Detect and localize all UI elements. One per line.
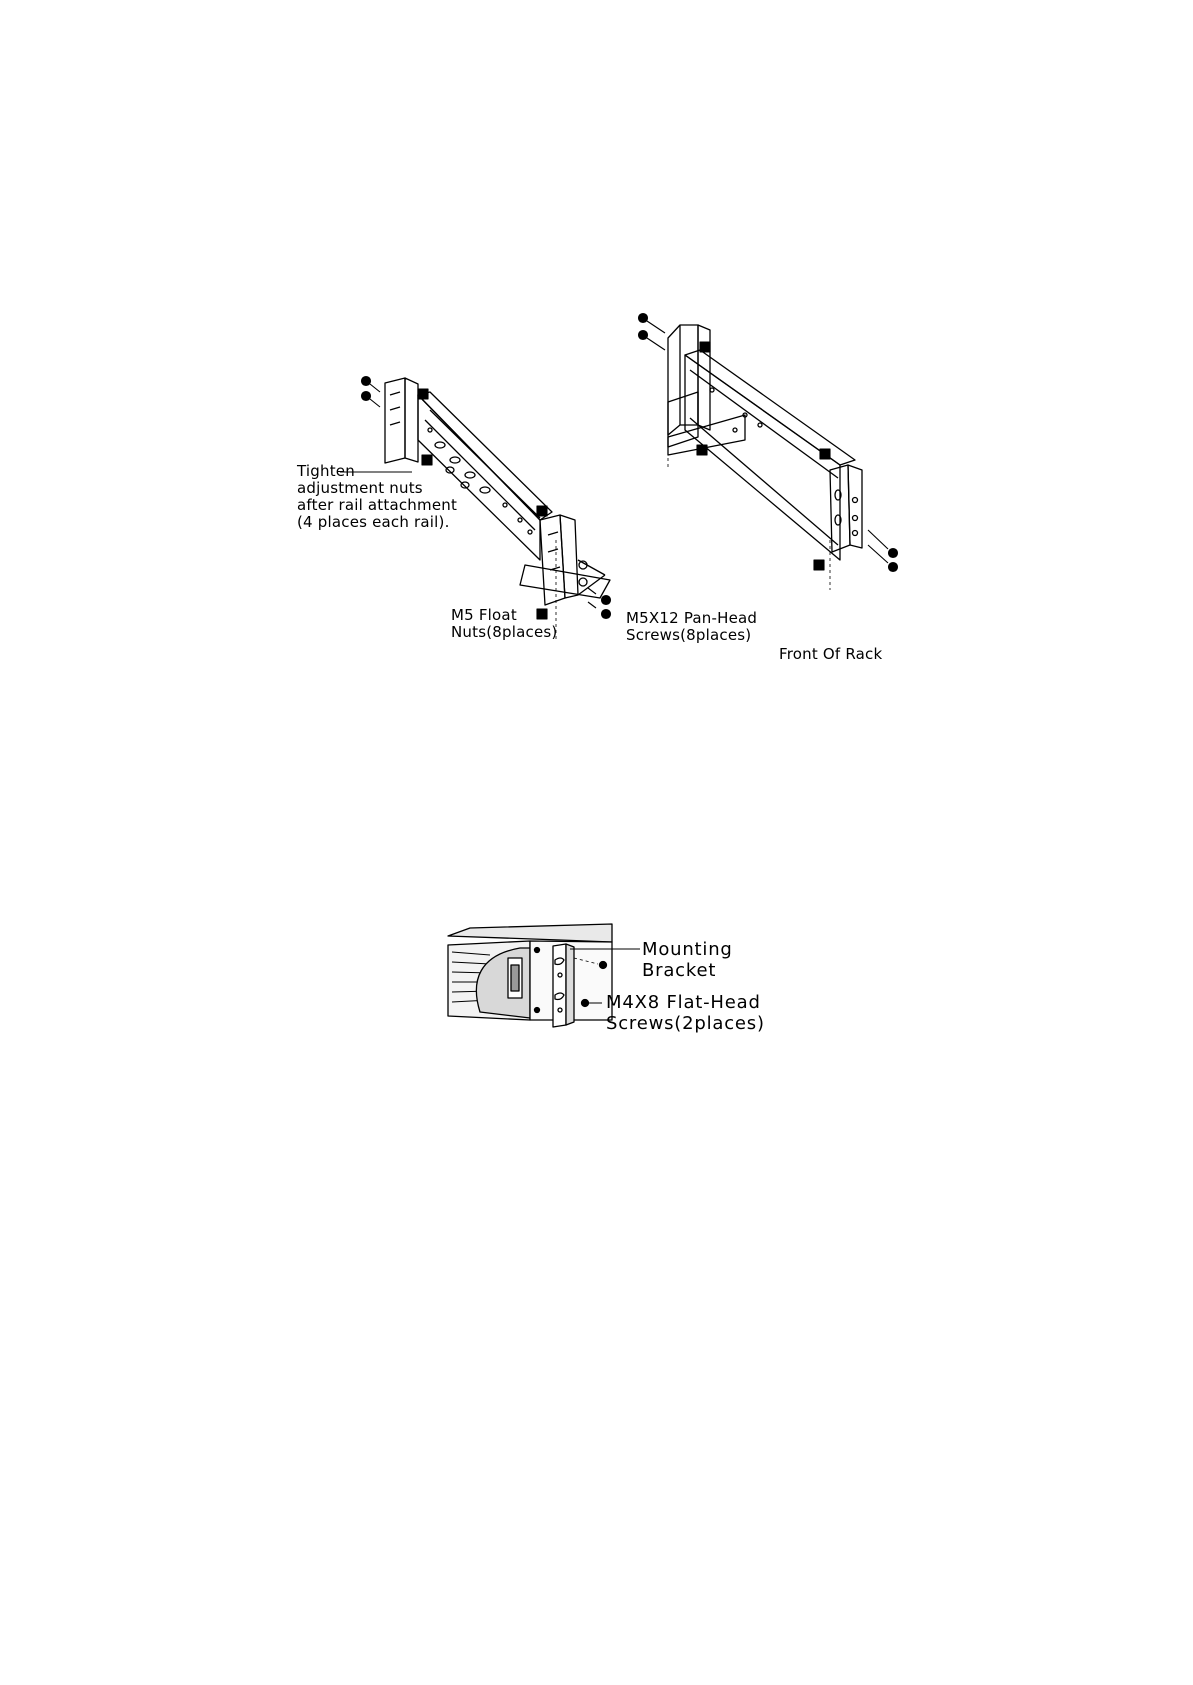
flat-head-screw-icon <box>600 962 607 969</box>
nut-icon <box>814 560 824 570</box>
label-line: Bracket <box>642 960 717 981</box>
label-line: Nuts(8places) <box>451 623 558 641</box>
tighten-adjustment-nuts-label <box>297 463 457 531</box>
screw-icon <box>362 392 381 408</box>
flat-head-screw-icon <box>582 1000 589 1007</box>
label-line: Screws(8places) <box>626 626 752 644</box>
mounting-bracket-label <box>642 939 733 981</box>
right-rail <box>668 325 862 590</box>
screw-icon <box>868 530 898 558</box>
front-of-rack-label: Front Of Rack <box>779 645 883 663</box>
label-line: M4X8 Flat-Head <box>606 992 761 1013</box>
label-line: after rail attachment <box>297 496 458 514</box>
m4x8-flat-head-screws-label <box>606 992 765 1034</box>
label-line: (4 places each rail). <box>297 513 450 531</box>
nut-icon <box>820 449 830 459</box>
label-line: Tighten <box>297 462 355 480</box>
screw-icon <box>639 331 666 351</box>
label-line: Mounting <box>642 939 733 960</box>
right-rail-hardware <box>639 314 898 572</box>
label-line: M5 Float <box>451 606 517 624</box>
nut-icon <box>537 506 547 516</box>
nut-icon <box>697 445 707 455</box>
label-line: adjustment nuts <box>297 479 423 497</box>
label-line: Screws(2places) <box>606 1013 765 1034</box>
m5-float-nuts-label <box>451 607 557 641</box>
label-line: M5X12 Pan-Head <box>626 609 758 627</box>
screw-icon <box>362 377 381 393</box>
m5x12-pan-head-screws-label <box>626 610 757 644</box>
nut-icon <box>418 389 428 399</box>
nut-icon <box>700 342 710 352</box>
